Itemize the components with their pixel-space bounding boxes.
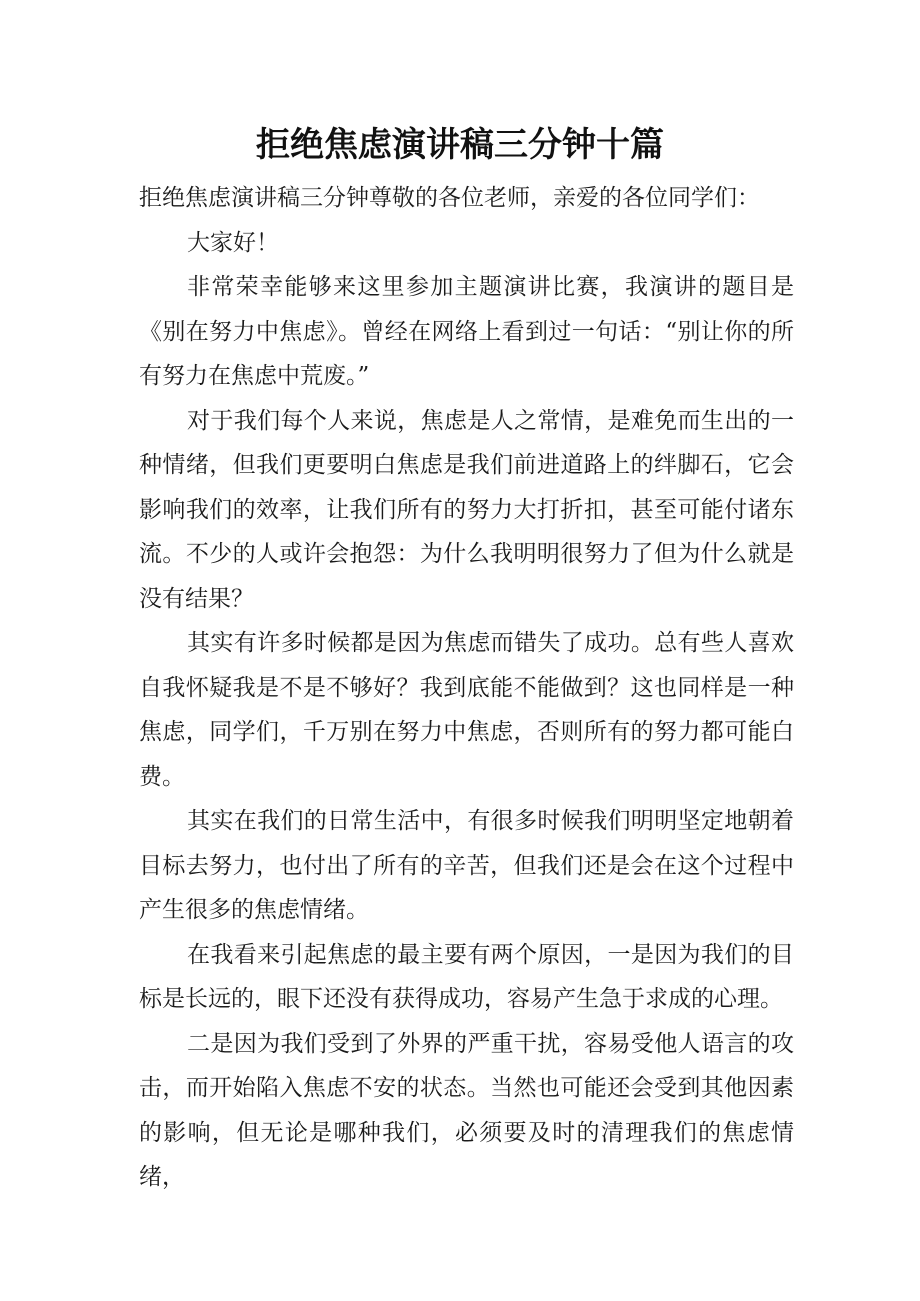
paragraph-body: 对于我们每个人来说，焦虑是人之常情，是难免而生出的一种情绪，但我们更要明白焦虑是我们前进道路上的绊脚石，它会影响我们的效率，让我们所有的努力大打折扣，甚至可能付诸东流。不少的人或许会抱怨：为什么我明明很努力了但为什么就是没有结果？	[139, 407, 794, 612]
paragraph-introduction: 非常荣幸能够来这里参加主题演讲比赛，我演讲的题目是《别在努力中焦虑》。曾经在网络上看到过一句话：“别让你的所有努力在焦虑中荒废。”	[139, 274, 794, 389]
paragraph-greeting: 拒绝焦虑演讲稿三分钟尊敬的各位老师，亲爱的各位同学们：	[139, 185, 760, 211]
document-body	[139, 176, 794, 1200]
paragraph-body: 二是因为我们受到了外界的严重干扰，容易受他人语言的攻击，而开始陷入焦虑不安的状态。当然也可能还会受到其他因素的影响，但无论是哪种我们，必须要及时的清理我们的焦虑情绪，	[139, 1030, 794, 1190]
paragraph-hello: 大家好！	[187, 229, 279, 256]
paragraph-body: 其实有许多时候都是因为焦虑而错失了成功。总有些人喜欢自我怀疑我是不是不够好？我到底能不能做到？这也同样是一种焦虑，同学们，千万别在努力中焦虑，否则所有的努力都可能白费。	[139, 630, 794, 790]
paragraph-body: 其实在我们的日常生活中，有很多时候我们明明坚定地朝着目标去努力，也付出了所有的辛苦，但我们还是会在这个过程中产生很多的焦虑情绪。	[139, 808, 794, 923]
paragraph-body: 在我看来引起焦虑的最主要有两个原因，一是因为我们的目标是长远的，眼下还没有获得成功，容易产生急于求成的心理。	[139, 941, 794, 1012]
document-title: 拒绝焦虑演讲稿三分钟十篇	[256, 125, 664, 165]
